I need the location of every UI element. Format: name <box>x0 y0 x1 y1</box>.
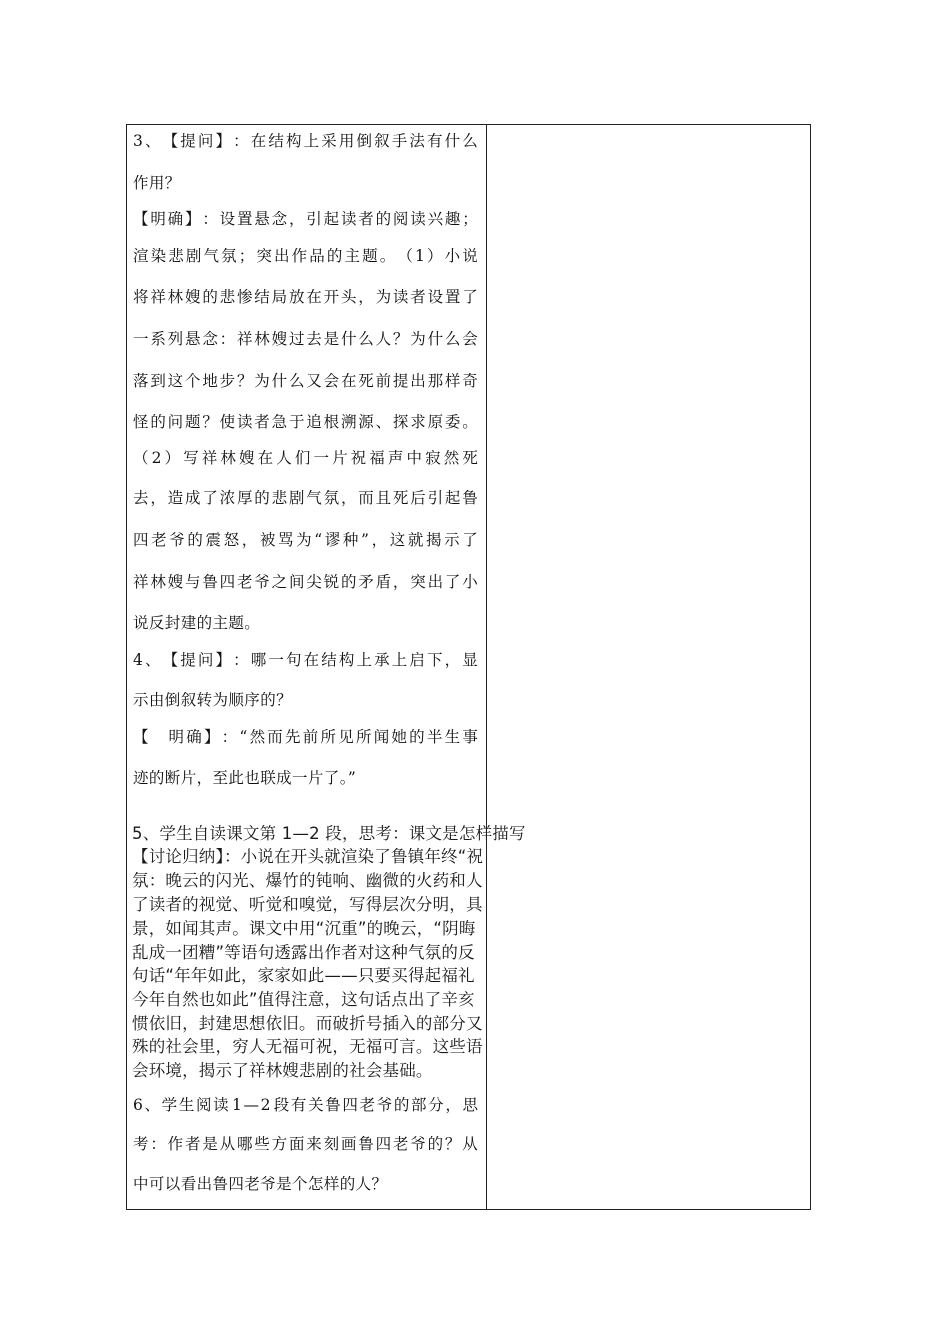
text-line: 落 到 这 个 地 步 ？ 为 什 么 又 会 在 死 前 提 出 那 样 奇 <box>133 372 478 390</box>
image-text-line: 句话“年年如此，家家如此——只要买得起福礼 <box>132 966 475 985</box>
text-line: 说反封建的主题。 <box>133 614 261 632</box>
text-line: 【 明 确 】 ： “ 然 而 先 前 所 见 所 闻 她 的 半 生 事 <box>133 728 478 746</box>
text-line: 【 明 确 】 ： 设 置 悬 念 ， 引 起 读 者 的 阅 读 兴 趣 ； <box>133 210 478 228</box>
text-line: 迹的断片，至此也联成一片了。” <box>133 769 357 787</box>
text-line: 一 系 列 悬 念 ： 祥 林 嫂 过 去 是 什 么 人 ？ 为 什 么 会 <box>133 330 478 348</box>
image-text-line: 【讨论归纳】：小说在开头就渲染了鲁镇年终“祝 <box>132 847 484 866</box>
text-line: 中可以看出鲁四老爷是个怎样的人？ <box>133 1175 388 1193</box>
text-line: 去 ， 造 成 了 浓 厚 的 悲 剧 气 氛 ， 而 且 死 后 引 起 鲁 <box>133 489 478 507</box>
image-text-line: 景，如闻其声。课文中用“沉重”的晚云，“阴晦 <box>132 919 476 938</box>
text-line: 示由倒叙转为顺序的？ <box>133 691 293 709</box>
text-line: （ 2 ） 写 祥 林 嫂 在 人 们 一 片 祝 福 声 中 寂 然 死 <box>133 449 478 467</box>
text-line: 将 祥 林 嫂 的 悲 惨 结 局 放 在 开 头 ， 为 读 者 设 置 了 <box>133 288 478 306</box>
left-column <box>132 124 526 1204</box>
text-line: 考 ： 作 者 是 从 哪 些 方 面 来 刻 画 鲁 四 老 爷 的 ？ 从 <box>133 1135 478 1153</box>
image-text-line: 氛：晚云的闪光、爆竹的钝响、幽微的火药和人 <box>132 871 483 890</box>
image-text-line: 5、学生自读课文第 1—2 段，思考：课文是怎样描写 <box>132 824 526 843</box>
image-text-line: 乱成一团糟”等语句透露出作者对这种气氛的反 <box>132 943 475 962</box>
text-line: 3 、 【 提 问 】 ： 在 结 构 上 采 用 倒 叙 手 法 有 什 么 <box>133 132 478 150</box>
text-line: 怪 的 问 题 ？ 使 读 者 急 于 追 根 溯 源 、 探 求 原 委 。 <box>133 413 478 431</box>
text-line: 祥 林 嫂 与 鲁 四 老 爷 之 间 尖 锐 的 矛 盾 ， 突 出 了 小 <box>133 573 478 591</box>
image-text-line: 今年自然也如此”值得注意，这句话点出了辛亥 <box>132 990 475 1009</box>
image-text-line: 殊的社会里，穷人无福可祝，无福可言。这些语 <box>132 1037 483 1056</box>
image-text-line: 会环境，揭示了祥林嫂悲剧的社会基础。 <box>132 1061 433 1080</box>
image-text-line: 惯依旧，封建思想依旧。而破折号插入的部分又 <box>132 1014 483 1033</box>
text-line: 作用？ <box>133 174 181 192</box>
text-line: 6 、 学 生 阅 读 1 — 2 段 有 关 鲁 四 老 爷 的 部 分 ， 思 <box>133 1096 478 1114</box>
text-line: 四 老 爷 的 震 怒 ， 被 骂 为 “ 谬 种 ” ， 这 就 揭 示 了 <box>133 531 478 549</box>
right-column <box>488 124 810 1208</box>
text-line: 渲 染 悲 剧 气 氛 ； 突 出 作 品 的 主 题 。 （ 1 ） 小 说 <box>133 247 478 265</box>
text-line: 4 、 【 提 问 】 ： 哪 一 句 在 结 构 上 承 上 启 下 ， 显 <box>133 651 478 669</box>
image-text-line: 了读者的视觉、听觉和嗅觉，写得层次分明，具 <box>132 895 483 914</box>
